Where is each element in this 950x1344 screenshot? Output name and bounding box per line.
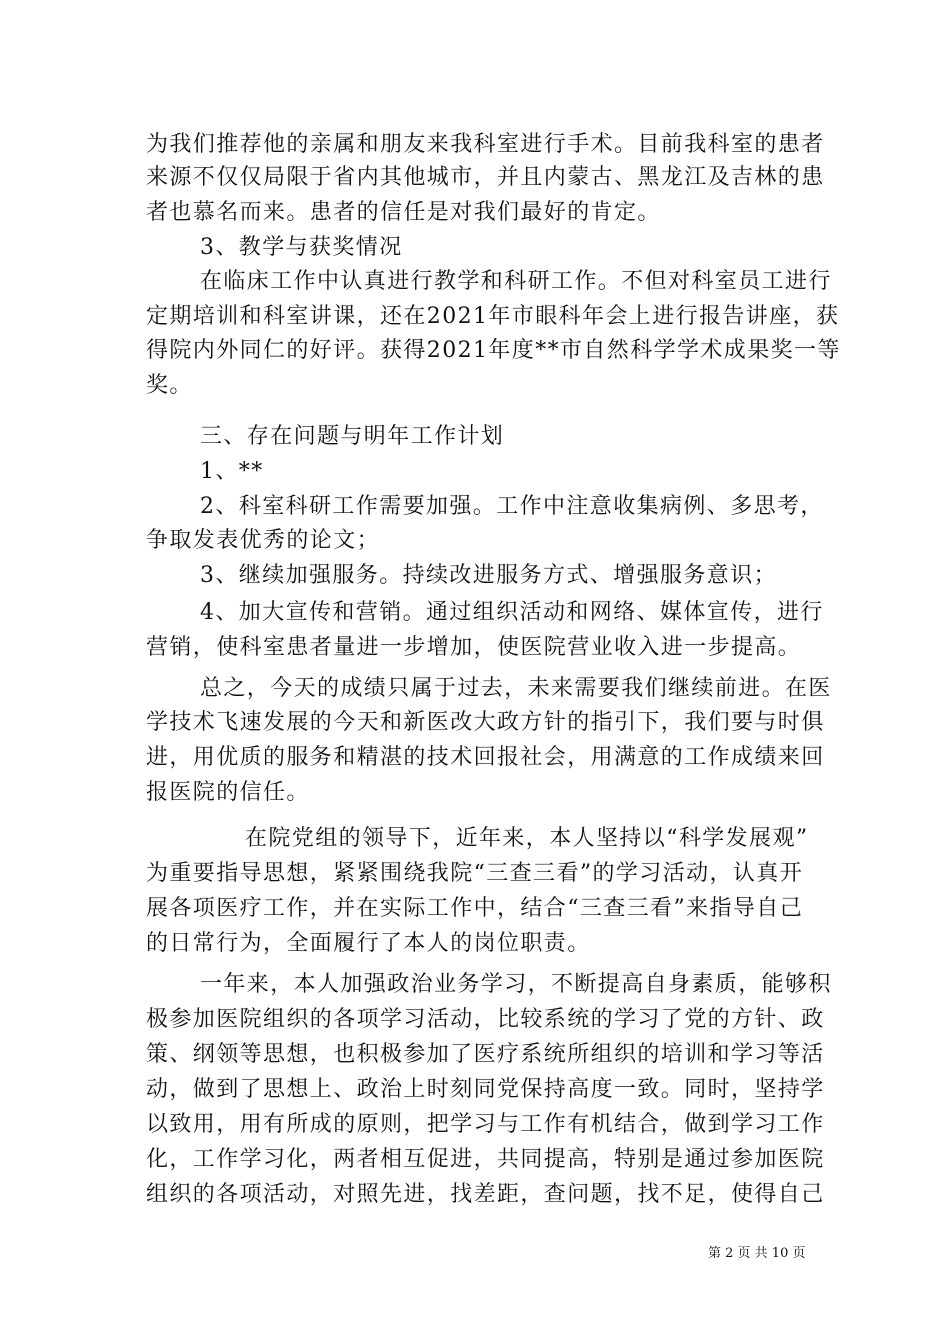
- text-line: 定期培训和科室讲课，还在2021年市眼科年会上进行报告讲座，获: [146, 304, 840, 329]
- text-line: 策、纲领等思想，也积极参加了医疗系统所组织的培训和学习等活: [146, 1042, 825, 1067]
- page-number: 第 2 页 共 10 页: [708, 1246, 806, 1261]
- list-item: 1、**: [200, 459, 264, 484]
- text-line: 在院党组的领导下，近年来，本人坚持以“科学发展观”: [245, 826, 809, 851]
- list-item: 2、科室科研工作需要加强。工作中注意收集病例、多思考，: [200, 494, 824, 519]
- text-line: 总之，今天的成绩只属于过去，未来需要我们继续前进。在医: [200, 676, 832, 701]
- text-line: 学技术飞速发展的今天和新医改大政方针的指引下，我们要与时俱: [146, 710, 825, 735]
- text-line: 以致用，用有所成的原则，把学习与工作有机结合，做到学习工作: [146, 1112, 825, 1137]
- text-line: 营销，使科室患者量进一步增加，使医院营业收入进一步提高。: [146, 635, 802, 660]
- text-line: 争取发表优秀的论文；: [146, 528, 381, 553]
- text-line: 进，用优质的服务和精湛的技术回报社会，用满意的工作成绩来回: [146, 745, 825, 770]
- text-line: 奖。: [146, 373, 193, 398]
- list-item: 3、继续加强服务。持续改进服务方式、增强服务意识；: [200, 563, 777, 588]
- text-line: 报医院的信任。: [146, 780, 310, 805]
- text-line: 展各项医疗工作，并在实际工作中，结合“三查三看”来指导自己: [146, 896, 804, 921]
- text-line: 的日常行为，全面履行了本人的岗位职责。: [146, 931, 591, 956]
- list-item: 4、加大宣传和营销。通过组织活动和网络、媒体宣传，进行: [200, 600, 824, 625]
- text-line: 得院内外同仁的好评。获得2021年度**市自然科学学术成果奖一等: [146, 338, 841, 363]
- text-line: 一年来，本人加强政治业务学习，不断提高自身素质，能够积: [200, 972, 832, 997]
- text-line: 在临床工作中认真进行教学和科研工作。不但对科室员工进行: [200, 269, 832, 294]
- text-line: 为重要指导思想，紧紧围绕我院“三查三看”的学习活动，认真开: [146, 861, 804, 886]
- text-line: 组织的各项活动，对照先进，找差距，查问题，找不足，使得自己: [146, 1182, 825, 1207]
- section-heading: 三、存在问题与明年工作计划: [200, 424, 505, 449]
- text-line: 者也慕名而来。患者的信任是对我们最好的肯定。: [146, 200, 661, 225]
- text-line: 动，做到了思想上、政治上时刻同党保持高度一致。同时，坚持学: [146, 1077, 825, 1102]
- text-line: 化，工作学习化，两者相互促进，共同提高，特别是通过参加医院: [146, 1147, 825, 1172]
- text-line: 为我们推荐他的亲属和朋友来我科室进行手术。目前我科室的患者: [146, 132, 825, 157]
- section-heading: 3、教学与获奖情况: [200, 235, 403, 260]
- text-line: 极参加医院组织的各项学习活动，比较系统的学习了党的方针、政: [146, 1007, 825, 1032]
- text-line: 来源不仅仅局限于省内其他城市，并且内蒙古、黑龙江及吉林的患: [146, 165, 825, 190]
